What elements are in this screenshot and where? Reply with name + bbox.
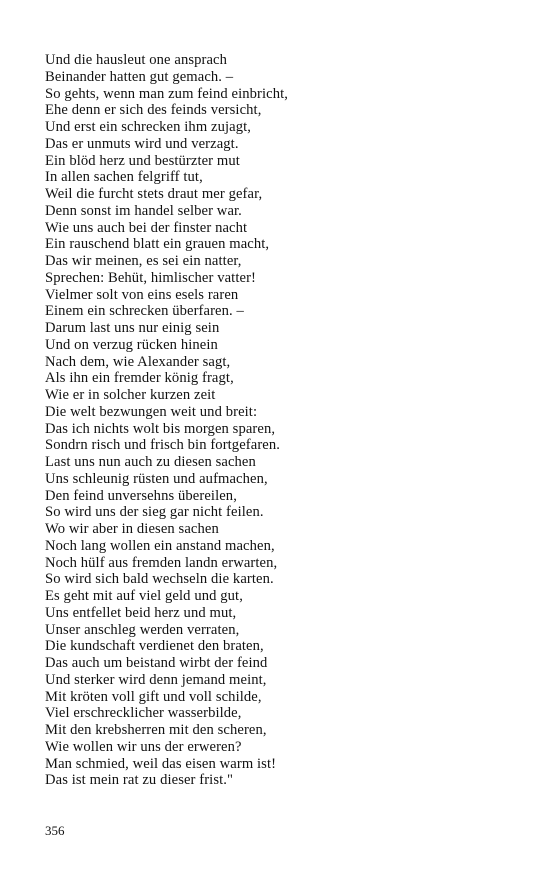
poem-line: Wie er in solcher kurzen zeit <box>45 387 216 403</box>
poem-line: Das ich nichts wolt bis morgen sparen, <box>45 420 276 437</box>
poem-line: So wird uns der sieg gar nicht feilen. <box>45 504 264 521</box>
poem-line: Und die hausleut one ansprach <box>45 52 228 68</box>
poem-line: Weil die furcht stets draut mer gefar, <box>45 186 263 202</box>
poem-line: Und sterker wird denn jemand meint, <box>45 671 267 688</box>
poem-line: So wird sich bald wechseln die karten. <box>45 571 274 588</box>
poem-line: Ein blöd herz und bestürzter mut <box>45 152 240 169</box>
poem-line: Wie uns auch bei der finster nacht <box>45 219 248 236</box>
poem-line: Mit kröten voll gift und voll schilde, <box>45 688 262 705</box>
poem-line: Die welt bezwungen weit und breit: <box>45 403 258 420</box>
poem-line: So gehts, wenn man zum feind einbricht, <box>45 85 289 102</box>
poem-line: Die kundschaft verdienet den braten, <box>45 638 264 655</box>
poem-line: Einem ein schrecken überfaren. – <box>45 303 244 320</box>
page-number: 356 <box>45 823 65 838</box>
poem-line: Denn sonst im handel selber war. <box>45 202 242 219</box>
poem-line: Und erst ein schrecken ihm zujagt, <box>45 119 252 135</box>
poem-line: Mit den krebsherren mit den scheren, <box>45 722 267 738</box>
poem-line: Das wir meinen, es sei ein natter, <box>45 253 242 269</box>
poem-line: Wo wir aber in diesen sachen <box>45 521 219 537</box>
poem-line: Unser anschleg werden verraten, <box>45 621 240 638</box>
poem-line: Das auch um beistand wirbt der feind <box>45 655 268 671</box>
poem-line: Uns schleunig rüsten und aufmachen, <box>45 470 268 487</box>
poem-line: Ein rauschend blatt ein grauen macht, <box>45 236 270 253</box>
poem-line: Ehe denn er sich des feinds versicht, <box>45 102 262 119</box>
poem-line: Das er unmuts wird und verzagt. <box>45 135 239 152</box>
poem-line: Nach dem, wie Alexander sagt, <box>45 353 231 370</box>
poem-line: Vielmer solt von eins esels raren <box>45 286 239 303</box>
poem-line: Noch hülf aus fremden landn erwarten, <box>45 554 278 571</box>
poem-text <box>45 52 288 789</box>
poem-line: Wie wollen wir uns der erweren? <box>45 738 242 755</box>
poem-line: Sondrn risch und frisch bin fortgefaren. <box>45 437 281 454</box>
poem-line: Noch lang wollen ein anstand machen, <box>45 537 275 554</box>
poem-line: Und on verzug rücken hinein <box>45 336 218 353</box>
poem-line: Den feind unversehns übereilen, <box>45 487 237 504</box>
poem-line: Last uns nun auch zu diesen sachen <box>45 454 256 470</box>
poem-line: Man schmied, weil das eisen warm ist! <box>45 755 277 772</box>
poem-line: Darum last uns nur einig sein <box>45 320 220 336</box>
poem-line: Beinander hatten gut gemach. – <box>45 68 234 85</box>
poem-line: Es geht mit auf viel geld und gut, <box>45 588 243 604</box>
poem-line: Uns entfellet beid herz und mut, <box>45 604 237 621</box>
poem-line: Als ihn ein fremder könig fragt, <box>45 370 234 387</box>
poem-line: Sprechen: Behüt, himlischer vatter! <box>45 269 256 286</box>
poem-line: Das ist mein rat zu dieser frist." <box>45 772 234 789</box>
poem-line: Viel erschrecklicher wasserbilde, <box>45 705 242 722</box>
poem-line: In allen sachen felgriff tut, <box>45 169 203 186</box>
